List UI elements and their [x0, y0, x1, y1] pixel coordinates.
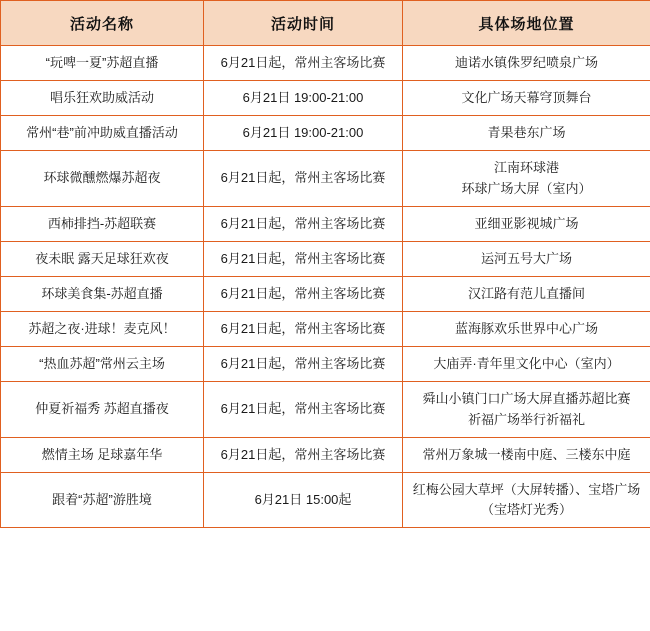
- column-header-name: 活动名称: [1, 1, 204, 46]
- cell-activity-name: 苏超之夜·进球！麦克风！: [1, 312, 204, 347]
- table-row: [1, 312, 650, 347]
- location-line: （宝塔灯光秀）: [480, 501, 572, 517]
- cell-activity-location: [403, 347, 650, 382]
- cell-activity-time: 6月21日起，常州主客场比赛: [204, 276, 403, 311]
- cell-activity-location: [403, 116, 650, 151]
- location-line: 蓝海豚欢乐世界中心广场: [454, 321, 598, 337]
- column-header-location: 具体场地位置: [403, 1, 650, 46]
- cell-activity-location: [403, 241, 650, 276]
- cell-activity-location: [403, 472, 650, 527]
- table-row: [1, 347, 650, 382]
- cell-activity-location: [403, 81, 650, 116]
- cell-activity-name: 常州“巷”前冲助威直播活动: [1, 116, 204, 151]
- location-line: 大庙弄·青年里文化中心（室内）: [433, 356, 620, 372]
- cell-activity-name: 燃情主场 足球嘉年华: [1, 437, 204, 472]
- cell-activity-name: “玩啤一夏”苏超直播: [1, 46, 204, 81]
- location-line: 运河五号大广场: [480, 250, 572, 266]
- cell-activity-time: 6月21日 15:00起: [204, 472, 403, 527]
- cell-activity-time: 6月21日起，常州主客场比赛: [204, 241, 403, 276]
- cell-activity-name: 夜未眠 露天足球狂欢夜: [1, 241, 204, 276]
- cell-activity-time: 6月21日起，常州主客场比赛: [204, 206, 403, 241]
- table-header: [1, 1, 650, 46]
- table-header-row: [1, 1, 650, 46]
- cell-activity-time: 6月21日起，常州主客场比赛: [204, 312, 403, 347]
- cell-activity-name: 环球美食集-苏超直播: [1, 276, 204, 311]
- cell-activity-location: [403, 312, 650, 347]
- cell-activity-name: 唱乐狂欢助威活动: [1, 81, 204, 116]
- table-row: [1, 151, 650, 206]
- location-line: 祈福广场举行祈福礼: [467, 411, 585, 427]
- location-line: 江南环球港: [493, 160, 559, 176]
- location-line: 常州万象城一楼南中庭、三楼东中庭: [422, 446, 631, 462]
- cell-activity-time: 6月21日起，常州主客场比赛: [204, 151, 403, 206]
- location-line: 红梅公园大草坪（大屏转播）、宝塔广场: [412, 481, 641, 497]
- location-line: 环球广场大屏（室内）: [461, 180, 592, 196]
- table-row: [1, 382, 650, 437]
- cell-activity-location: [403, 437, 650, 472]
- table-row: [1, 116, 650, 151]
- table-row: [1, 472, 650, 527]
- cell-activity-time: 6月21日起，常州主客场比赛: [204, 437, 403, 472]
- table-row: [1, 46, 650, 81]
- table-row: [1, 206, 650, 241]
- location-line: 青果巷东广场: [487, 125, 566, 141]
- table-row: [1, 437, 650, 472]
- cell-activity-name: 跟着“苏超”游胜境: [1, 472, 204, 527]
- table-row: [1, 241, 650, 276]
- cell-activity-time: 6月21日起，常州主客场比赛: [204, 382, 403, 437]
- table-row: [1, 276, 650, 311]
- cell-activity-name: 西柿排挡-苏超联赛: [1, 206, 204, 241]
- location-line: 迪诺水镇侏罗纪喷泉广场: [454, 55, 598, 70]
- location-line: 亚细亚影视城广场: [474, 215, 579, 231]
- cell-activity-name: 仲夏祈福秀 苏超直播夜: [1, 382, 204, 437]
- table-row: [1, 81, 650, 116]
- cell-activity-time: 6月21日起，常州主客场比赛: [204, 46, 403, 81]
- column-header-time: 活动时间: [204, 1, 403, 46]
- cell-activity-location: [403, 46, 650, 81]
- cell-activity-location: [403, 151, 650, 206]
- cell-activity-time: 6月21日 19:00-21:00: [204, 81, 403, 116]
- cell-activity-time: 6月21日起，常州主客场比赛: [204, 347, 403, 382]
- location-line: 文化广场天幕穹顶舞台: [461, 90, 592, 106]
- table-body: [1, 46, 650, 528]
- location-line: 舜山小镇门口广场大屏直播苏超比赛: [422, 391, 631, 407]
- cell-activity-location: [403, 382, 650, 437]
- cell-activity-name: “热血苏超”常州云主场: [1, 347, 204, 382]
- cell-activity-location: [403, 276, 650, 311]
- cell-activity-time: 6月21日 19:00-21:00: [204, 116, 403, 151]
- cell-activity-name: 环球微醺燃爆苏超夜: [1, 151, 204, 206]
- location-line: 汉江路有范儿直播间: [467, 285, 585, 301]
- cell-activity-location: [403, 206, 650, 241]
